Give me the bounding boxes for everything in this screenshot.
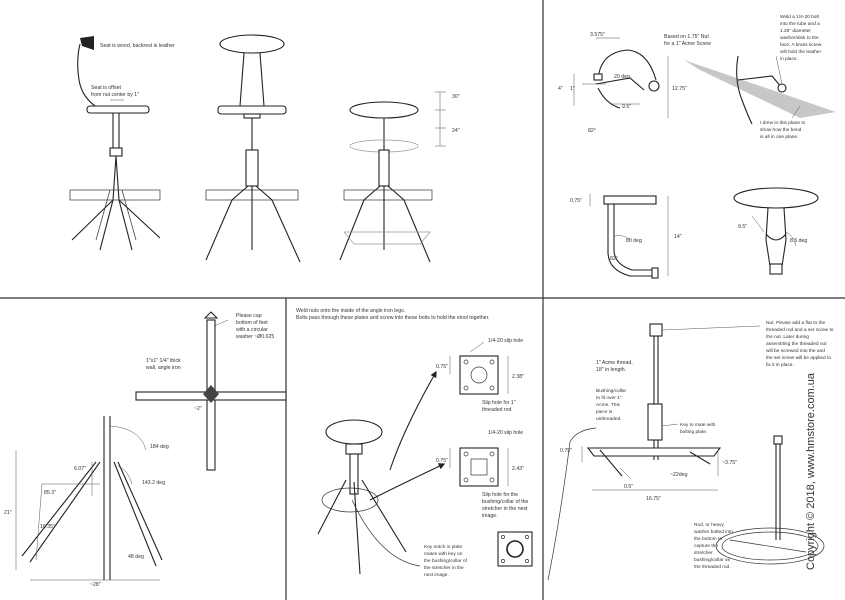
weld-bolt-note: Weld a 1/4-20 bolt into the tube and a 1.25" diameter washer/disk to the face. A brass screw will hold the leather in place. <box>780 15 822 62</box>
stool-perspective <box>318 420 406 574</box>
slip-hole-1-note: Slip hole for 1" threaded rod <box>482 400 516 413</box>
dim-1635in: 16.35" <box>40 524 55 530</box>
dim-1in: 1" <box>570 86 575 92</box>
bolting-plate-bottom <box>450 448 508 486</box>
dim-28in: ~28" <box>90 582 101 588</box>
slip-hole-14-label-b: 1/4-20 slip hole <box>488 430 524 436</box>
dim-853in: 85.3" <box>44 490 56 496</box>
key-notch-plate <box>498 532 532 566</box>
slip-hole-14-label-a: 1/4-20 slip hole <box>488 338 524 344</box>
acme-note-line2: for a 1" Acme Screw <box>664 41 711 47</box>
bushing-slip-note: Slip hole for the bushing/collar of the stretcher in the next image. <box>482 492 529 519</box>
seat-material-note: Seat is wood, backrest is leather <box>100 43 175 49</box>
seat-offset-note-line2: from nut center by 1" <box>91 92 139 98</box>
angle-iron-note: 1"x1" 1/4" thick wall, angle iron <box>146 358 181 371</box>
dim-075in-a: 0.75" <box>436 364 448 370</box>
dim-1275in: 12.75" <box>672 86 687 92</box>
dim-82deg-b: 82° <box>610 256 618 262</box>
stool-side-view <box>70 36 160 250</box>
dim-075in-b: 0.75" <box>436 458 448 464</box>
panel-rod-stretcher <box>548 320 835 580</box>
backrest-bend-front-view <box>734 188 818 274</box>
panel-stool-views <box>70 35 460 262</box>
dim-82deg: 82° <box>588 128 596 134</box>
weld-nuts-header-line2: Bolts pass through these plates and screw into these bolts to hold the stool together. <box>296 315 490 321</box>
dim-1675in: 16.75" <box>646 496 661 502</box>
dim-95in-b: 9.5" <box>738 224 748 230</box>
dim-1432deg: 143.2 deg <box>142 480 166 486</box>
dim-95in: 9.5" <box>622 104 632 110</box>
dim-243in: 2.43" <box>512 466 524 472</box>
copyright-watermark: Copyright © 2018, www.hmstore.com.ua <box>805 372 817 570</box>
stool-height-view <box>340 92 446 262</box>
nut-note: Nut. Please add a flat to the threaded rod and a set screw to the nut. Later during assembling the threaded nut will be screwed into the and the set screw will be applied to fix it in place. <box>766 321 834 368</box>
dim-05in: 0.5" <box>624 484 634 490</box>
dim-85deg: 8.5 deg <box>790 238 808 244</box>
plane-note: I drew in this plane to show how the bend is all in one plane. <box>760 121 806 140</box>
dim-80deg: 80 deg <box>626 238 642 244</box>
panel-bolting-plates <box>296 308 532 578</box>
dim-184deg: 184 deg <box>150 444 169 450</box>
cap-feet-note: Please cap bottom of feet with a circular washer ~Ø0.625 <box>236 313 275 340</box>
stool-front-view <box>206 35 300 262</box>
dim-48deg: 48 deg <box>128 554 144 560</box>
dim-20deg: 20 deg <box>614 74 630 80</box>
weld-nuts-header-line1: Weld nuts onto the inside of the angle iron legs. <box>296 308 406 314</box>
rod-washer-note: Rod, or heavy washer bolted into the bottom to capture the stretcher bushing/collar on the threaded rod. <box>694 523 733 570</box>
dim-3575in: 3.575" <box>590 32 605 38</box>
dim-075in: 0.75" <box>570 198 582 204</box>
panel-leg-details <box>4 312 286 588</box>
acme-note-line1: Based on 1.75" Nut <box>664 34 709 40</box>
dim-21in: 21" <box>4 510 12 516</box>
key-mate-note: Key to mate with bolting plate. <box>680 423 716 435</box>
dim-607in: 6.07" <box>74 466 86 472</box>
dim-14in: 14" <box>674 234 682 240</box>
dim-4in: 4" <box>558 86 563 92</box>
key-notch-note: Key notch in plate mates with key on the bushing/collar of the stretcher in the next image. <box>424 545 467 578</box>
panel-backrest-details <box>558 14 836 278</box>
dim-075in-c: 0.75" <box>560 448 572 454</box>
backrest-bend-side-view <box>590 194 668 278</box>
dim-24in: 24" <box>452 128 460 134</box>
dim-224deg: ~22deg <box>670 472 688 478</box>
dim-375in: ~3.75" <box>722 460 737 466</box>
backrest-plane-view <box>684 56 836 124</box>
acme-thread-note: 1" Acme thread, 18" in length. <box>596 360 633 373</box>
dim-30in: 30" <box>452 94 460 100</box>
bushing-collar-note: Bushing/collar to fit over 1" Acme. This piece is unthreaded. <box>596 389 627 422</box>
bolting-plate-top <box>450 342 508 394</box>
dim-2in: ~2" <box>194 406 202 412</box>
seat-offset-note-line1: Seat is offset <box>91 85 121 91</box>
dim-238in: 2.38" <box>512 374 524 380</box>
